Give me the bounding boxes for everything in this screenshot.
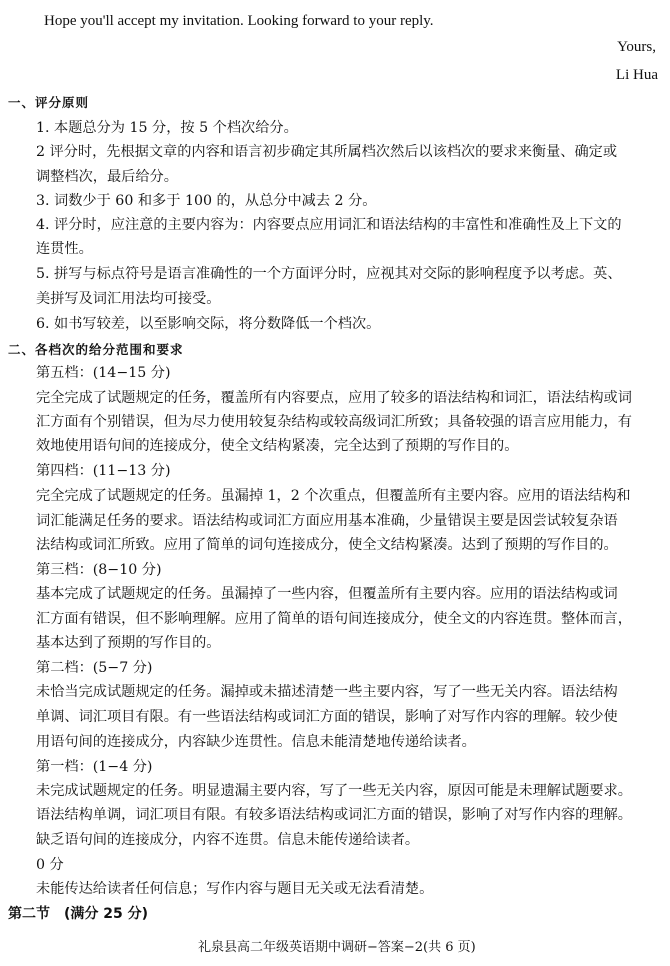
tier-title: 第三档：(8−10 分) [36,562,162,578]
tier-title: 第二档：(5−7 分) [36,660,153,676]
tier-line: 用语句间的连接成分，内容缺少连贯性。信息未能清楚地传递给读者。 [36,734,476,750]
principle-line: 连贯性。 [36,241,93,257]
principle-line: 美拼写及词汇用法均可接受。 [36,291,221,307]
tier-line: 基本达到了预期的写作目的。 [36,635,221,651]
tier-line: 缺乏语句间的连接成分，内容不连贯。信息未能传递给读者。 [36,832,420,848]
tier-title: 第一档：(1−4 分) [36,759,153,775]
tier-line: 单调、词汇项目有限。有一些语法结构或词汇方面的错误，影响了对写作内容的理解。较少使 [36,709,618,725]
principle-line: 1. 本题总分为 15 分，按 5 个档次给分。 [36,120,298,136]
principle-line: 2 评分时，先根据文章的内容和语言初步确定其所属档次然后以该档次的要求来衡量、确定或 [36,144,618,160]
section-heading-tier-requirements: 二、各档次的给分范围和要求 [8,342,184,357]
principle-line: 5. 拼写与标点符号是语言准确性的一个方面评分时，应视其对交际的影响程度予以考虑。英、 [36,266,622,282]
tier-line: 未恰当完成试题规定的任务。漏掉或未描述清楚一些主要内容，写了一些无关内容。语法结构 [36,684,618,700]
tier-title: 第四档：(11−13 分) [36,463,171,479]
tier-line: 效地使用语句间的连接成分，使全文结构紧凑，完全达到了预期的写作目的。 [36,438,519,454]
page-footer: 礼泉县高二年级英语期中调研−答案−2(共 6 页) [198,940,476,955]
letter-sign-off: Yours, [617,39,656,55]
tier-title: 第五档：(14−15 分) [36,365,171,381]
letter-signature-name: Li Hua [615,67,658,83]
section-heading-scoring-principles: 一、评分原则 [8,95,90,110]
tier-line: 基本完成了试题规定的任务。虽漏掉了一些内容，但覆盖所有主要内容。应用的语法结构或词 [36,586,618,602]
tier-line: 语法结构单调，词汇项目有限。有较多语法结构或词汇方面的错误，影响了对写作内容的理解。 [36,807,632,823]
principle-line: 调整档次，最后给分。 [36,169,178,185]
principle-line: 4. 评分时，应注意的主要内容为：内容要点应用词汇和语法结构的丰富性和准确性及上下文的 [36,217,622,233]
principle-line: 3. 词数少于 60 和多于 100 的，从总分中减去 2 分。 [36,193,377,209]
tier-line: 未完成试题规定的任务。明显遗漏主要内容，写了一些无关内容，原因可能是未理解试题要求。 [36,783,632,799]
tier-line: 完全完成了试题规定的任务，覆盖所有内容要点，应用了较多的语法结构和词汇，语法结构或词 [36,390,632,406]
tier-line: 法结构或词汇所致。应用了简单的词句连接成分，使全文结构紧凑。达到了预期的写作目的。 [36,537,618,553]
letter-closing-line: Hope you'll accept my invitation. Looking forward to your reply. [44,13,434,29]
section-heading-part-two: 第二节 (满分 25 分) [8,906,149,922]
tier-line: 词汇能满足任务的要求。语法结构或词汇方面应用基本准确，少量错误主要是因尝试较复杂语 [36,513,618,529]
tier-line: 汇方面有错误，但不影响理解。应用了简单的语句间连接成分，使全文的内容连贯。整体而言， [36,611,632,627]
tier-line: 未能传达给读者任何信息；写作内容与题目无关或无法看清楚。 [36,881,434,897]
principle-line: 6. 如书写较差，以至影响交际，将分数降低一个档次。 [36,316,381,332]
tier-title: 0 分 [36,857,64,873]
tier-line: 完全完成了试题规定的任务。虽漏掉 1，2 个次重点，但覆盖所有主要内容。应用的语法结构和 [36,488,631,504]
tier-line: 汇方面有个别错误，但为尽力使用较复杂结构或较高级词汇所致；具备较强的语言应用能力，有 [36,414,632,430]
